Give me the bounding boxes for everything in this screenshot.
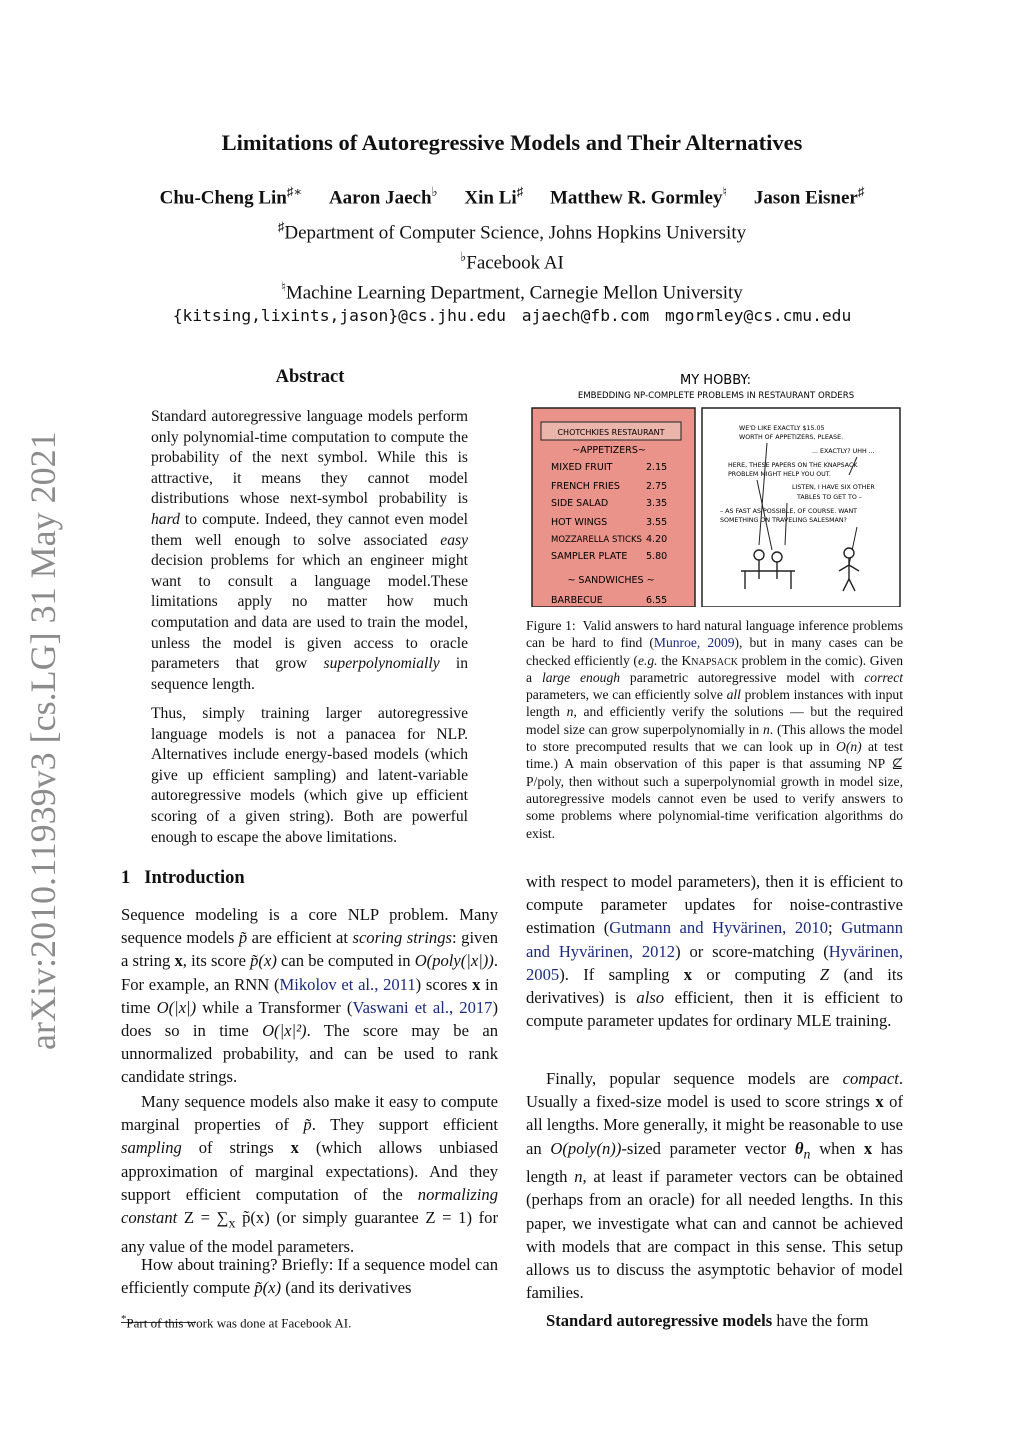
menu-item-price: 2.15 xyxy=(646,462,668,473)
citation-link[interactable]: Gutmann and Hyvärinen, 2012 xyxy=(526,918,903,961)
menu-item-name: MIXED FRUIT xyxy=(551,462,613,473)
arxiv-stamp: arXiv:2010.11939v3 [cs.LG] 31 May 2021 xyxy=(23,431,63,1050)
affiliation: ♭Facebook AI xyxy=(460,249,564,274)
menu-section: ~ SANDWICHES ~ xyxy=(567,575,655,586)
speech-line: WORTH OF APPETIZERS, PLEASE. xyxy=(739,434,844,441)
author: Aaron Jaech♭ xyxy=(328,184,438,209)
menu-item-price: 2.75 xyxy=(646,481,668,492)
body-paragraph: Finally, popular sequence models are compact. Usually a fixed-size model is used to score strings x of all lengths. More generally, it might be reasonable to use an O(poly(n))-sized parameter vector $\theta_n$ when x has length n, at least if parameter vectors can be obtained (perhaps from an oracle) for all needed lengths. In this paper, we investigate what can and cannot be achieved with models that are compact in this sense. This setup allows us to discuss the asymptotic behavior of model families. xyxy=(526,1069,903,1303)
body-paragraph: Standard autoregressive models have the form xyxy=(546,1311,869,1330)
speech-line: PROBLEM MIGHT HELP YOU OUT. xyxy=(728,471,831,478)
menu-item-name: HOT WINGS xyxy=(551,517,608,528)
abstract-heading: Abstract xyxy=(275,367,345,387)
author: Chu-Cheng Lin♯∗ xyxy=(159,184,303,209)
paper-title: Limitations of Autoregressive Models and Their Alternatives xyxy=(221,130,803,155)
affiliation: ♮Machine Learning Department, Carnegie Mellon University xyxy=(281,279,743,304)
menu-item-name: FRENCH FRIES xyxy=(551,481,620,492)
comic-illustration xyxy=(527,365,905,607)
citation-link[interactable]: Mikolov et al., 2011 xyxy=(279,974,416,994)
section-heading: 1 Introduction xyxy=(121,868,245,888)
body-paragraph: with respect to model parameters), then it is efficient to compute parameter updates for noise-contrastive estimation (Gutmann and Hyvärinen, 2010; Gutmann and Hyvärinen, 2012) or score-matching (Hyvärinen, 2005). If sampling x or computing Z (and its derivatives) is also efficient, then it is efficient to compute parameter updates for ordinary MLE training. xyxy=(526,872,903,1031)
email[interactable]: {kitsing,lixints,jason}@cs.jhu.edu xyxy=(172,306,506,325)
author: Xin Li♯ xyxy=(464,184,524,209)
menu-section: ~APPETIZERS~ xyxy=(572,445,646,456)
speech-line: SOMETHING ON TRAVELING SALESMAN? xyxy=(720,517,847,524)
citation-link[interactable]: Gutmann and Hyvärinen, 2010 xyxy=(609,918,829,938)
citation-link[interactable]: Munroe, 2009 xyxy=(653,635,735,651)
footnote: *Part of this work was done at Facebook AI. xyxy=(121,1313,352,1331)
abstract-paragraph: Thus, simply training larger autoregressive language models is not a panacea for NLP. Alternatives include energy-based models (which give up efficient sampling) and latent-variable autoregressive models (which give up efficient scoring of a given string). Both are powerful enough to escape the above limitations. xyxy=(151,705,468,846)
body-paragraph: How about training? Briefly: If a sequence model can efficiently compute p̃(x) (and its derivatives xyxy=(121,1255,498,1298)
speech-line: TABLES TO GET TO – xyxy=(797,494,862,501)
body-paragraph: Many sequence models also make it easy to compute marginal properties of p̃. They support efficient sampling of strings x (which allows unbiased approximation of marginal expectations). And they support efficient computation of the normalizing constant $Z = \sum_x$ p̃(x) (or simply guarantee Z = 1) for any value of the model parameters. xyxy=(121,1092,499,1256)
menu-item-name: SAMPLER PLATE xyxy=(551,551,628,562)
speech-line: – AS FAST AS POSSIBLE, OF COURSE. WANT xyxy=(720,508,858,515)
menu-item-price: 6.55 xyxy=(646,595,668,606)
figure-caption: Figure 1: Valid answers to hard natural language inference problems can be hard to find (Munroe, 2009), but in many cases can be checked efficiently (e.g. the Knapsack problem in the comic). Given a large enough parametric autoregressive model with correct parameters, we can efficiently solve all problem instances with input length n, and efficiently verify the solutions — but the required model size can grow superpolynomially in n. (This allows the model to store precomputed results that we can look up in O(n) at test time.) A main observation of this paper is that assuming NP ⊈ P/poly, then without such a superpolynomial growth in model size, autoregressive models cannot even be used to verify answers to some problems where polynomial-time verification algorithms do exist. xyxy=(526,618,904,841)
menu-item-price: 5.80 xyxy=(646,551,668,562)
email[interactable]: mgormley@cs.cmu.edu xyxy=(665,306,852,325)
comic-title: MY HOBBY: xyxy=(680,373,752,388)
menu-item-name: MOZZARELLA STICKS xyxy=(551,535,642,545)
author: Matthew R. Gormley♮ xyxy=(549,184,728,209)
figure-comic xyxy=(527,365,905,607)
menu-item-name: BARBECUE xyxy=(551,595,603,606)
menu-item-price: 3.35 xyxy=(646,498,668,509)
menu-item-price: 3.55 xyxy=(646,517,668,528)
author: Jason Eisner♯ xyxy=(753,184,865,209)
menu-item-name: SIDE SALAD xyxy=(551,498,609,509)
comic-subtitle: EMBEDDING NP-COMPLETE PROBLEMS IN RESTAURANT ORDERS xyxy=(577,391,855,401)
speech-line: HERE, THESE PAPERS ON THE KNAPSACK xyxy=(728,462,858,469)
speech-line: WE'D LIKE EXACTLY $15.05 xyxy=(739,425,825,432)
body-paragraph: Sequence modeling is a core NLP problem. Many sequence models p̃ are efficient at scoring strings: given a string x, its score p̃(x) can be computed in O(poly(|x|)). For example, an RNN (Mikolov et al., 2011) scores x in time O(|x|) while a Transformer (Vaswani et al., 2017) does so in time O(|x|²). The score may be an unnormalized probability, and can be used to rank candidate strings. xyxy=(121,905,499,1087)
menu-item-price: 4.20 xyxy=(646,534,668,545)
affiliation: ♯Department of Computer Science, Johns Hopkins University xyxy=(277,219,747,244)
abstract-paragraph: Standard autoregressive language models perform only polynomial-time computation to compute the probability of the next symbol. While this is attractive, it means they cannot model distributions whose next-symbol probability is hard to compute. Indeed, they cannot even model them well enough to solve associated easy decision problems for which an engineer might want to consult a language model.These limitations apply no matter how much computation and data are used to train the model, unless the model is given access to oracle parameters that grow superpolynomially in sequence length. xyxy=(151,408,468,693)
restaurant-name: CHOTCHKIES RESTAURANT xyxy=(557,428,665,437)
speech-line: LISTEN, I HAVE SIX OTHER xyxy=(792,484,875,491)
speech-line: ... EXACTLY? UHH ... xyxy=(812,448,875,455)
email[interactable]: ajaech@fb.com xyxy=(521,306,650,325)
author-emails xyxy=(0,306,1024,325)
citation-link[interactable]: Vaswani et al., 2017 xyxy=(352,997,493,1017)
citation-link[interactable]: Hyvärinen, 2005 xyxy=(526,941,903,984)
author-list xyxy=(0,184,1024,209)
